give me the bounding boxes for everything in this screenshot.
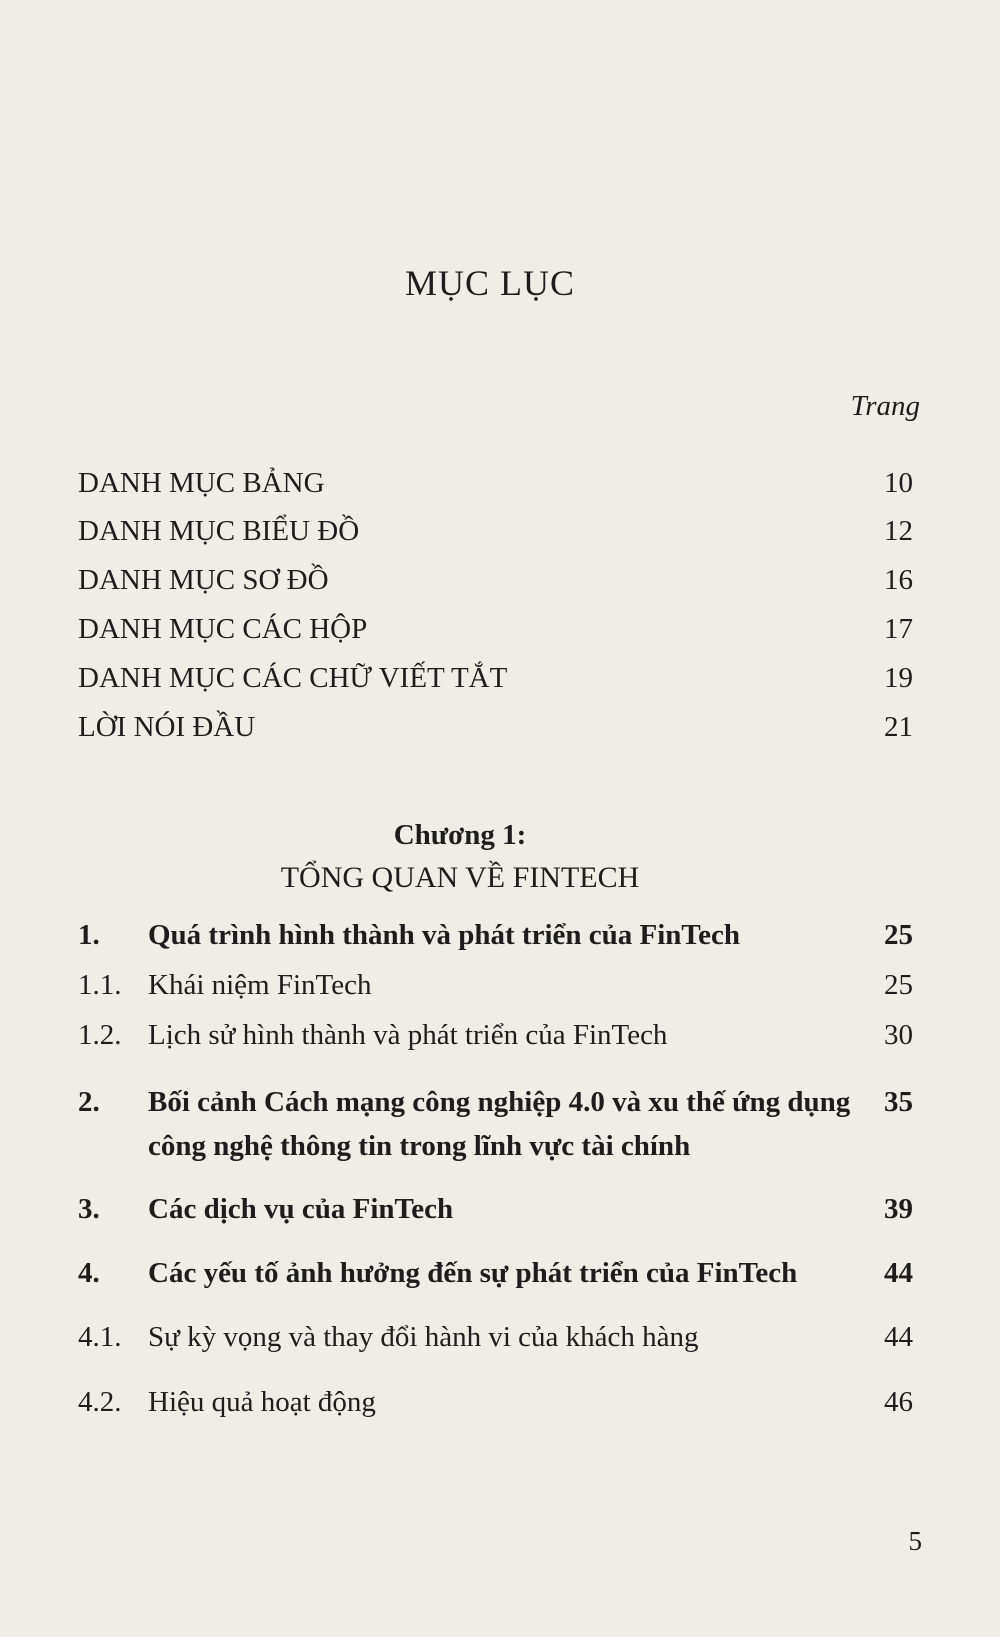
toc-entry: [78, 512, 913, 550]
toc-entry-number: 1.2.: [78, 1019, 122, 1051]
toc-entry-label: Lịch sử hình thành và phát triển của FinTech: [148, 1019, 668, 1051]
toc-entry: [78, 708, 913, 746]
toc-entry-number: 4.1.: [78, 1321, 122, 1353]
chapter-label: Chương 1:: [393, 819, 527, 851]
toc-entry-label: Bối cảnh Cách mạng công nghiệp 4.0 và xu thế ứng dụng công nghệ thông tin trong lĩnh vực tài chính: [148, 1086, 851, 1162]
toc-entry: [78, 610, 913, 648]
toc-entry: [78, 1016, 913, 1054]
toc-entry-page: 35: [884, 1086, 913, 1118]
toc-entry-page: 12: [884, 515, 913, 547]
toc-entry: [78, 561, 913, 599]
toc-entry-label: Các yếu tố ảnh hưởng đến sự phát triển của FinTech: [148, 1257, 798, 1289]
toc-entry: [78, 1254, 913, 1292]
toc-entry-label: DANH MỤC BIỂU ĐỒ: [78, 515, 360, 547]
toc-entry-page: 25: [884, 969, 913, 1001]
toc-entry: [78, 659, 913, 697]
toc-entry-page: 16: [884, 564, 913, 596]
toc-entry-label: Quá trình hình thành và phát triển của FinTech: [148, 919, 740, 951]
toc-entry-page: 44: [884, 1321, 913, 1353]
toc-entry-number: 4.: [78, 1257, 100, 1289]
toc-entry-label: Hiệu quả hoạt động: [148, 1386, 376, 1418]
toc-entry: [78, 1383, 913, 1421]
toc-entry-page: 25: [884, 919, 913, 951]
toc-entry: [78, 916, 913, 954]
toc-entry-label: Khái niệm FinTech: [148, 969, 372, 1001]
toc-entry-number: 1.: [78, 919, 100, 951]
toc-entry-number: 3.: [78, 1193, 100, 1225]
page-column-header: Trang: [850, 390, 920, 422]
toc-entry-page: 17: [884, 613, 913, 645]
toc-entry-page: 10: [884, 467, 913, 499]
toc-entry: [78, 1190, 913, 1228]
toc-entry-number: 1.1.: [78, 969, 122, 1001]
chapter-title: TỔNG QUAN VỀ FINTECH: [280, 861, 640, 894]
toc-entry-page: 46: [884, 1386, 913, 1418]
page-number: 5: [908, 1526, 922, 1556]
toc-entry-number: 2.: [78, 1086, 100, 1118]
toc-entry-label: Sự kỳ vọng và thay đổi hành vi của khách hàng: [148, 1321, 699, 1353]
toc-entry-number: 4.2.: [78, 1386, 122, 1418]
toc-entry-label: DANH MỤC CÁC HỘP: [78, 613, 368, 645]
toc-entry-page: 39: [884, 1193, 913, 1225]
page-title: MỤC LỤC: [404, 263, 576, 303]
toc-entry-label: Các dịch vụ của FinTech: [148, 1193, 454, 1225]
toc-entry-page: 21: [884, 711, 913, 743]
toc-entry-page: 30: [884, 1019, 913, 1051]
toc-entry: [78, 464, 913, 502]
toc-entry: [78, 966, 913, 1004]
toc-entry-label: DANH MỤC BẢNG: [78, 467, 325, 499]
toc-entry: [78, 1080, 913, 1168]
toc-entry-page: 19: [884, 662, 913, 694]
toc-entry-label: DANH MỤC CÁC CHỮ VIẾT TẮT: [78, 662, 508, 694]
toc-entry-label: LỜI NÓI ĐẦU: [78, 711, 256, 743]
toc-entry-label: DANH MỤC SƠ ĐỒ: [78, 564, 329, 596]
toc-entry-page: 44: [884, 1257, 913, 1289]
toc-entry: [78, 1318, 913, 1356]
